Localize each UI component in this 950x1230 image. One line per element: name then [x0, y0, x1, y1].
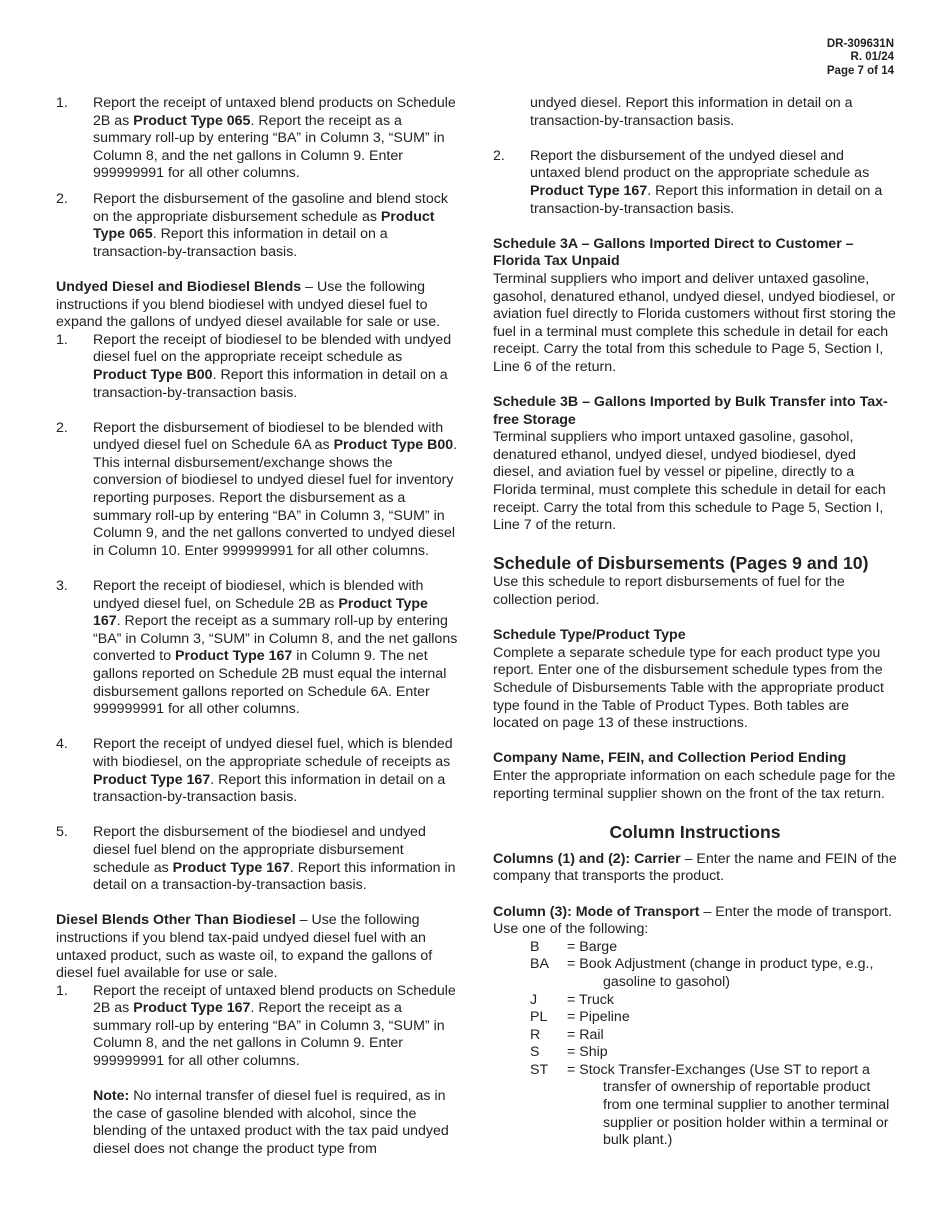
list-item: 1. Report the receipt of untaxed blend products on Schedule 2B as Product Type 065. Report the receipt as a summary roll-up by entering “BA” in Column 3, “SUM” in Column 8, and the net gallons in Column 9. Enter 999999991 for all other columns. [56, 95, 456, 182]
transport-code: ST [530, 1061, 549, 1078]
page-number: Page 7 of 14 [826, 64, 894, 77]
transport-code-row [493, 939, 897, 957]
list-item: 4. Report the receipt of undyed diesel fuel, which is blended with biodiesel, on the appropriate schedule of receipts as Product Type 167. Report this information in detail on a transaction-by-transaction basis. [56, 736, 453, 806]
transport-code: PL [530, 1009, 548, 1026]
list-item: 1. Report the receipt of biodiesel to be blended with undyed diesel fuel on the appropriate receipt schedule as Product Type B00. Report this information in detail on a transaction-by-transaction basis. [56, 331, 452, 401]
schedule-3b-text: Terminal suppliers who import untaxed gasoline, gasohol, denatured ethanol, undyed diesel, undyed biodiesel, dyed diesel, and aviation fuel by vessel or pipeline, directly to a Florida terminal, must complete this schedule in detail for each receipt. Carry the total from this schedule to Page 5, Section I, Line 7 of the return. [493, 429, 886, 534]
company-name-text: Enter the appropriate information on each schedule page for the reporting terminal supplier shown on the front of the tax return. [493, 767, 896, 802]
schedule-type-text: Complete a separate schedule type for each product type you report. Enter one of the disbursement schedule types from the Schedule of Disbursements Table with the appropriate product type found in the Table of Product Types. Both tables are located on page 13 of these instructions. [493, 644, 884, 732]
list-item: 5. Report the disbursement of the biodiesel and undyed diesel fuel blend on the appropriate disbursement schedule as Product Type 167. Report this information in detail on a transaction-by-transaction basis. [56, 824, 456, 894]
transport-code: B [530, 938, 540, 955]
transport-code-desc: = Ship [567, 1044, 608, 1061]
transport-code: BA [530, 956, 549, 973]
transport-code-row [493, 956, 897, 991]
schedule-3a-text: Terminal suppliers who import and deliver untaxed gasoline, gasohol, denatured ethanol, undyed diesel, undyed biodiesel, or aviation fuel directly to Florida customers without first storing the fuel in a terminal must complete this schedule in detail for each receipt. Carry the total from this schedule to Page 5, Section I, Line 6 of the return. [493, 270, 896, 375]
transport-code-row [493, 1044, 897, 1062]
transport-code-desc: = Truck [567, 991, 614, 1008]
left-column [56, 95, 458, 1159]
transport-code: R [530, 1026, 541, 1043]
list-item: 3. Report the receipt of biodiesel, which is blended with undyed diesel fuel, on Schedule 2B as Product Type 167. Report the receipt as a summary roll-up by entering “BA” in Column 3, “SUM” in Column 8, and the net gallons converted to Product Type 167 in Column 9. The net gallons reported on Schedule 2B must equal the internal disbursement gallons reported on Schedule 6A. Enter 999999991 for all other columns. [56, 578, 458, 718]
transport-code-desc: = Pipeline [567, 1009, 630, 1026]
schedule-3b-heading: Schedule 3B – Gallons Imported by Bulk Transfer into Tax-free Storage [493, 394, 888, 428]
disbursements-heading: Schedule of Disbursements (Pages 9 and 10) [493, 553, 869, 574]
list-item: 2. Report the disbursement of biodiesel to be blended with undyed diesel fuel on Schedule 6A as Product Type B00. This internal disbursement/exchange shows the conversion of biodiesel to undyed diesel fuel for inventory reporting purposes. Report the disbursement as a summary roll-up by entering “BA” in Column 3, “SUM” in Column 9, and the net gallons converted to undyed diesel in Column 10. Enter 999999991 for all other columns. [56, 419, 458, 559]
section-undyed-biodiesel: Undyed Diesel and Biodiesel Blends – Use the following instructions if you blend biodiesel with undyed diesel fuel to expand the gallons of undyed diesel available for sale or use. [56, 278, 441, 331]
transport-code-row [493, 1062, 897, 1150]
transport-code-desc: = Book Adjustment (change in product type, e.g., gasoline to gasohol) [567, 956, 874, 990]
form-number: DR-309631N [826, 38, 894, 50]
section-diesel-blends-other: Diesel Blends Other Than Biodiesel – Use the following instructions if you blend tax-paid undyed diesel fuel with an untaxed product, such as waste oil, to expand the gallons of diesel fuel available for use or sale. [56, 912, 433, 982]
list-item-continued: undyed diesel. Report this information in detail on a transaction-by-transaction basis. [530, 95, 853, 129]
column-instructions-heading: Column Instructions [609, 821, 781, 842]
transport-code-desc: = Rail [567, 1026, 604, 1043]
columns-1-2: Columns (1) and (2): Carrier – Enter the name and FEIN of the company that transports the product. [493, 850, 897, 885]
form-revision: R. 01/24 [850, 51, 894, 64]
column-3: Column (3): Mode of Transport – Enter the mode of transport. Use one of the following: [493, 903, 892, 938]
right-column [493, 95, 897, 1150]
transport-code: J [530, 991, 538, 1008]
note: Note: No internal transfer of diesel fuel is required, as in the case of gasoline blended with alcohol, since the blending of the untaxed product with the tax paid undyed diesel does not change the product type from [93, 1088, 449, 1158]
form-header [827, 38, 894, 78]
transport-code: S [530, 1044, 540, 1061]
disbursements-text: Use this schedule to report disbursements of fuel for the collection period. [493, 574, 845, 609]
transport-codes [493, 939, 897, 1150]
list-item: 2. Report the disbursement of the undyed diesel and untaxed blend product on the appropriate schedule as Product Type 167. Report this information in detail on a transaction-by-transaction basis. [493, 147, 883, 217]
transport-code-row [493, 1027, 897, 1045]
transport-code-row [493, 992, 897, 1010]
schedule-3a-heading: Schedule 3A – Gallons Imported Direct to Customer – Florida Tax Unpaid [493, 235, 854, 270]
transport-code-desc: = Stock Transfer-Exchanges (Use ST to report a transfer of ownership of reportable product from one terminal supplier to another terminal supplier or position holder within a terminal or bulk plant.) [567, 1061, 890, 1149]
schedule-type-heading: Schedule Type/Product Type [493, 627, 686, 644]
transport-code-desc: = Barge [567, 938, 618, 955]
transport-code-row [493, 1009, 897, 1027]
company-name-heading: Company Name, FEIN, and Collection Period Ending [493, 750, 847, 767]
list-item: 1. Report the receipt of untaxed blend products on Schedule 2B as Product Type 167. Report the receipt as a summary roll-up by entering “BA” in Column 3, “SUM” in Column 8, and the net gallons in Column 9. Enter 999999991 for all other columns. [56, 982, 456, 1070]
list-item: 2. Report the disbursement of the gasoline and blend stock on the appropriate disbursement schedule as Product Type 065. Report this information in detail on a transaction-by-transaction basis. [56, 190, 448, 260]
